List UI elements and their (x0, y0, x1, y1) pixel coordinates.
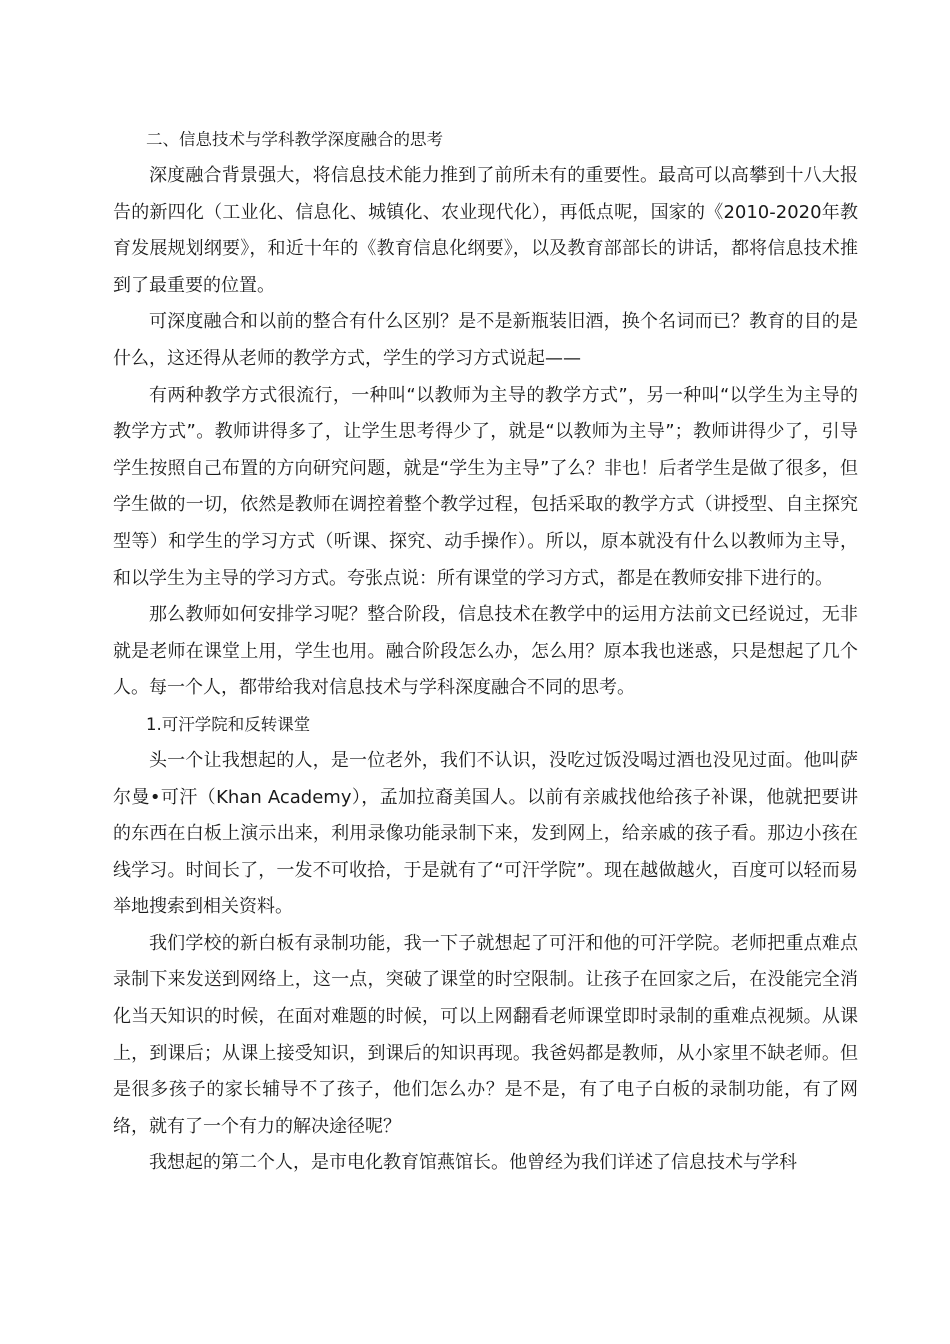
paragraph: 我想起的第二个人，是市电化教育馆燕馆长。他曾经为我们详述了信息技术与学科 (149, 1152, 797, 1174)
paragraph: 可深度融合和以前的整合有什么区别？是不是新瓶装旧酒，换个名词而已？教育的目的是什么，这还得从老师的教学方式，学生的学习方式说起—— (113, 311, 858, 369)
section-heading: 二、信息技术与学科教学深度融合的思考 (146, 130, 443, 149)
paragraph: 那么教师如何安排学习呢？整合阶段，信息技术在教学中的运用方法前文已经说过，无非就是老师在课堂上用，学生也用。融合阶段怎么办，怎么用？原本我也迷惑，只是想起了几个人。每一个人，都带给我对信息技术与学科深度融合不同的思考。 (113, 604, 858, 699)
paragraph: 深度融合背景强大，将信息技术能力推到了前所未有的重要性。最高可以高攀到十八大报告的新四化（工业化、信息化、城镇化、农业现代化），再低点呢，国家的《2010-2020年教育发展规划纲要》，和近十年的《教育信息化纲要》，以及教育部部长的讲话，都将信息技术推到了最重要的位置。 (113, 165, 858, 296)
paragraph: 我们学校的新白板有录制功能，我一下子就想起了可汗和他的可汗学院。老师把重点难点录制下来发送到网络上，这一点，突破了课堂的时空限制。让孩子在回家之后，在没能完全消化当天知识的时候，在面对难题的时候，可以上网翻看老师课堂即时录制的重难点视频。从课上，到课后；从课上接受知识，到课后的知识再现。我爸妈都是教师，从小家里不缺老师。但是很多孩子的家长辅导不了孩子，他们怎么办？是不是，有了电子白板的录制功能，有了网络，就有了一个有力的解决途径呢？ (113, 932, 858, 1137)
document-body (113, 122, 858, 1182)
paragraph: 有两种教学方式很流行，一种叫“以教师为主导的教学方式”，另一种叫“以学生为主导的教学方式”。教师讲得多了，让学生思考得少了，就是“以教师为主导”；教师讲得少了，引导学生按照自己布置的方向研究问题，就是“学生为主导”了么？非也！后者学生是做了很多，但学生做的一切，依然是教师在调控着整个教学过程，包括采取的教学方式（讲授型、自主探究型等）和学生的学习方式（听课、探究、动手操作）。所以，原本就没有什么以教师为主导，和以学生为主导的学习方式。夸张点说：所有课堂的学习方式，都是在教师安排下进行的。 (113, 384, 858, 589)
subsection-heading: 1.可汗学院和反转课堂 (146, 714, 311, 734)
paragraph: 头一个让我想起的人，是一位老外，我们不认识，没吃过饭没喝过酒也没见过面。他叫萨尔曼•可汗（Khan Academy），孟加拉裔美国人。以前有亲戚找他给孩子补课，他就把要讲的东西在白板上演示出来，利用录像功能录制下来，发到网上，给亲戚的孩子看。那边小孩在线学习。时间长了，一发不可收拾，于是就有了“可汗学院”。现在越做越火，百度可以轻而易举地搜索到相关资料。 (113, 749, 858, 918)
